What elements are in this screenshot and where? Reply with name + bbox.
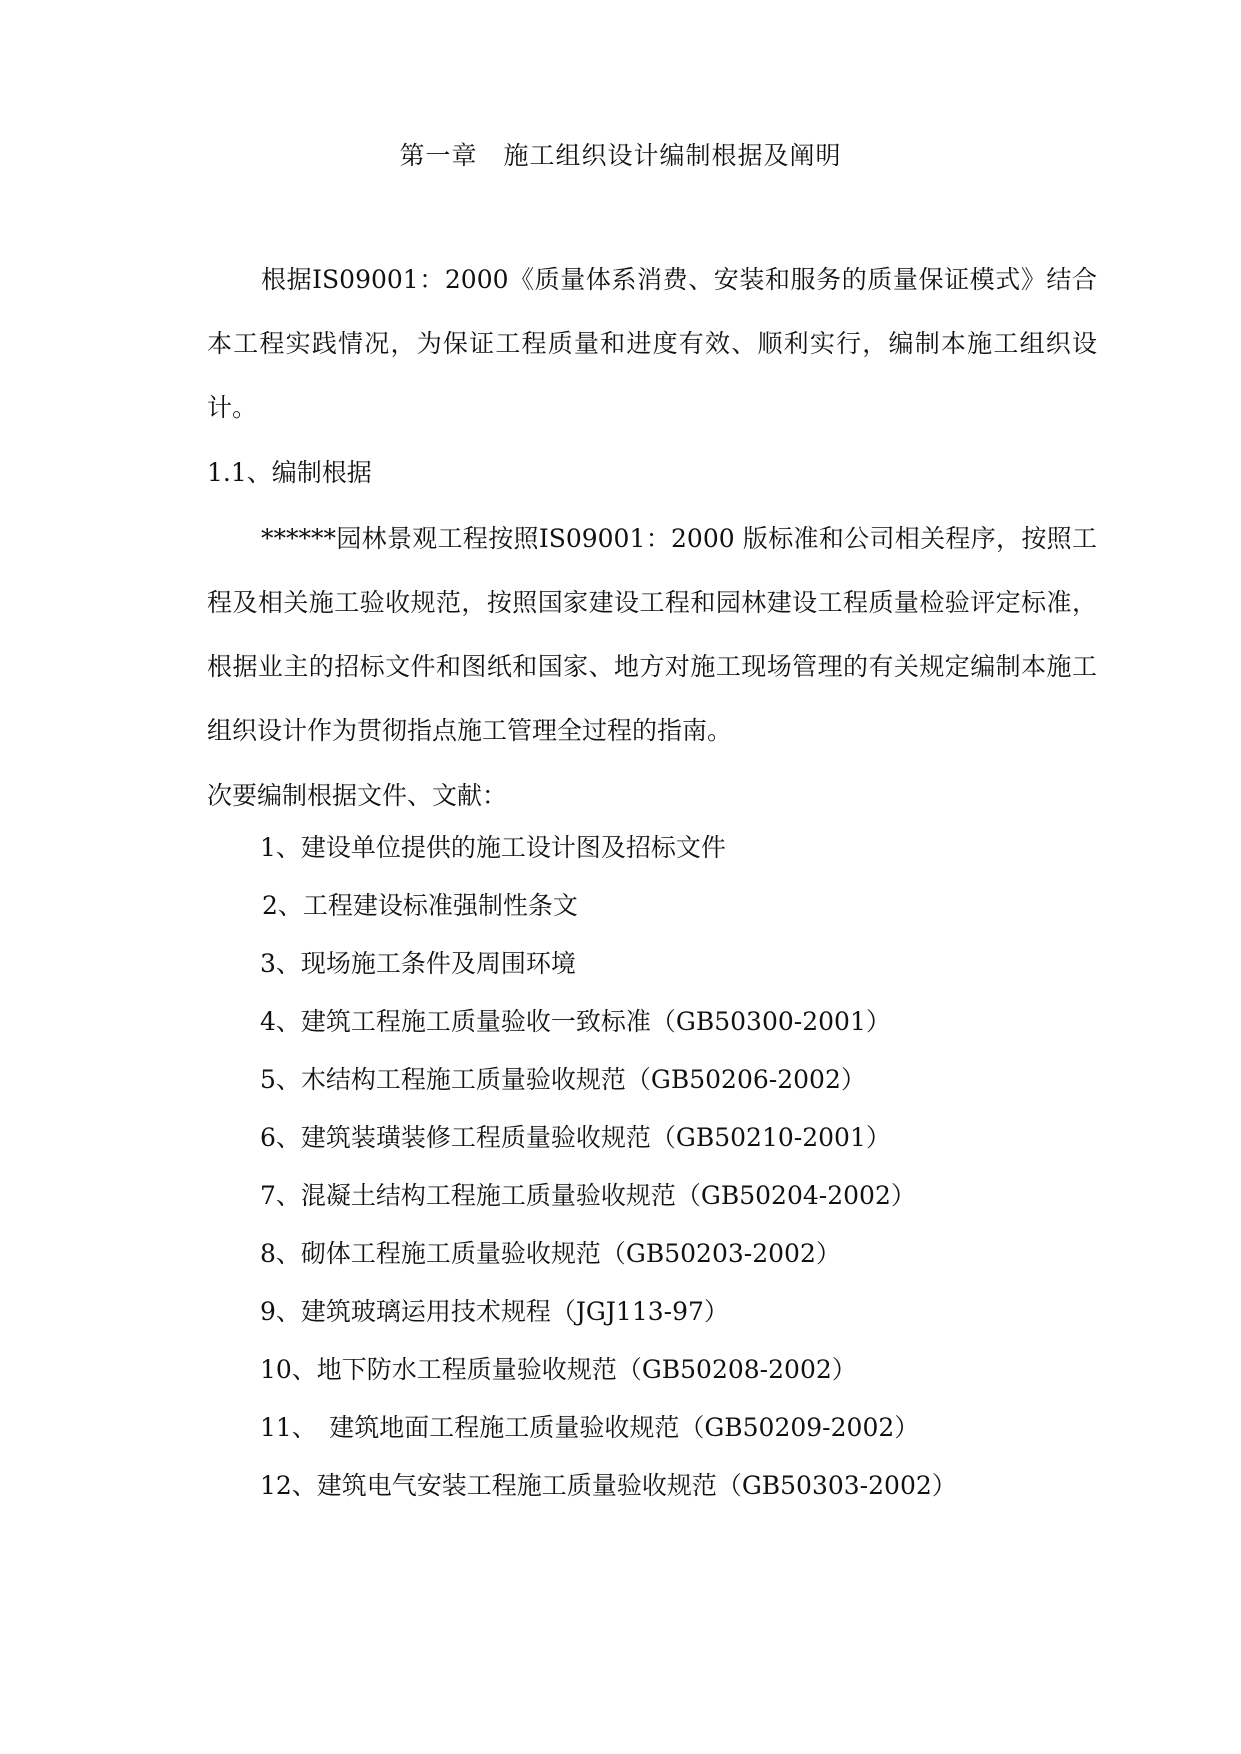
reference-item: 2、工程建设标准强制性条文 — [262, 891, 578, 920]
reference-item: 6、建筑装璜装修工程质量验收规范（GB50210-2001） — [260, 1123, 891, 1152]
reference-item: 12、建筑电气安装工程施工质量验收规范（GB50303-2002） — [260, 1471, 957, 1500]
section-heading: 1.1、编制根据 — [207, 458, 372, 487]
reference-item: 10、地下防水工程质量验收规范（GB50208-2002） — [260, 1355, 857, 1384]
reference-item: 7、混凝土结构工程施工质量验收规范（GB50204-2002） — [260, 1181, 916, 1210]
section-paragraph: ******园林景观工程按照IS09001：2000 版标准和公司相关程序，按照工程及相关施工验收规范，按照国家建设工程和园林建设工程质量检验评定标准，根据业主的招标文件和图纸和国家、地方对施工现场管理的有关规定编制本施工组织设计作为贯彻指点施工管理全过程的指南。 — [207, 524, 1097, 745]
reference-item: 8、砌体工程施工质量验收规范（GB50203-2002） — [260, 1239, 841, 1268]
reference-item: 5、木结构工程施工质量验收规范（GB50206-2002） — [260, 1065, 866, 1094]
reference-item: 9、建筑玻璃运用技术规程（JGJ113-97） — [260, 1297, 729, 1326]
intro-paragraph: 根据IS09001：2000《质量体系消费、安装和服务的质量保证模式》结合本工程实践情况，为保证工程质量和进度有效、顺利实行，编制本施工组织设计。 — [207, 265, 1097, 422]
reference-item: 1、建设单位提供的施工设计图及招标文件 — [260, 833, 726, 862]
reference-item: 3、现场施工条件及周围环境 — [260, 949, 576, 978]
reference-item: 4、建筑工程施工质量验收一致标准（GB50300-2001） — [260, 1007, 891, 1036]
reference-item: 11、 建筑地面工程施工质量验收规范（GB50209-2002） — [260, 1413, 920, 1442]
chapter-title: 第一章 施工组织设计编制根据及阐明 — [399, 141, 842, 170]
reference-list-intro: 次要编制根据文件、文献： — [207, 781, 508, 810]
